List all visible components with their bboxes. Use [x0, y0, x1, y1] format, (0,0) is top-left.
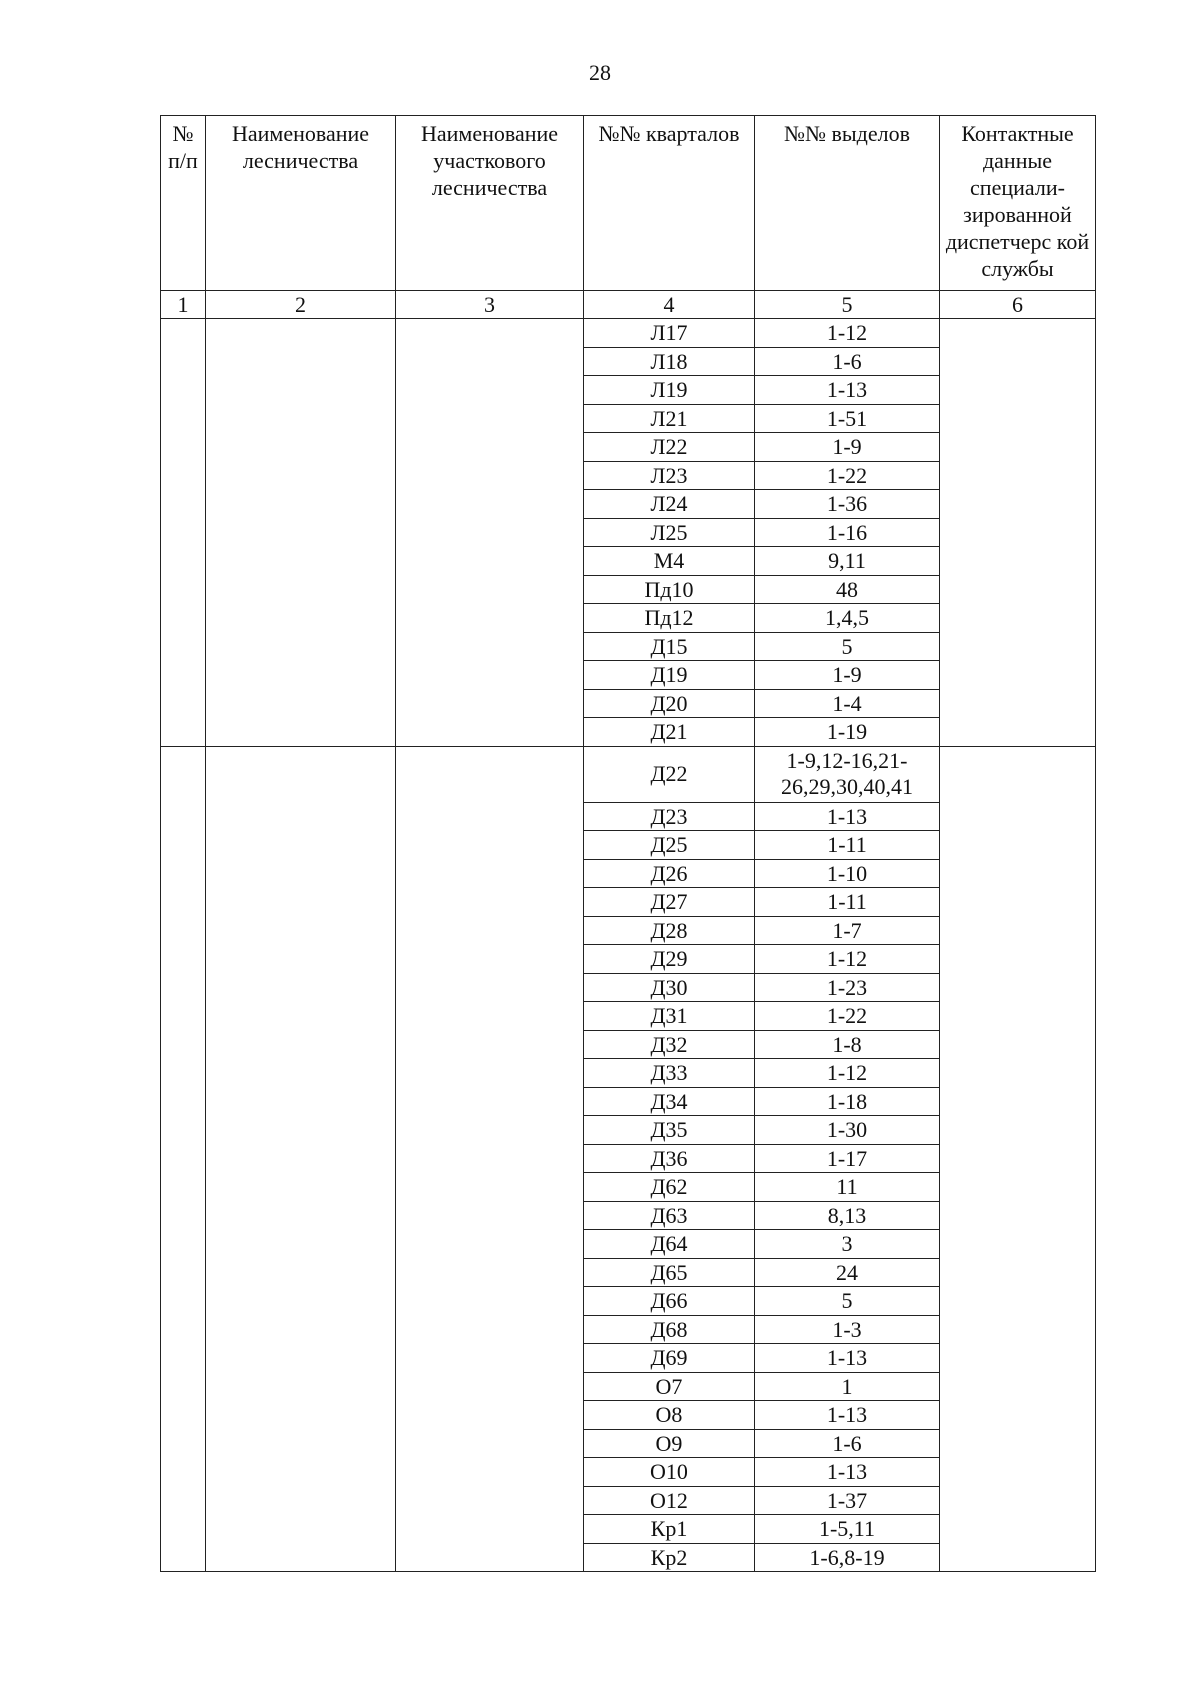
sections-cell: 1-16: [755, 518, 940, 547]
quarter-cell: Пд12: [584, 604, 755, 633]
quarter-cell: Л23: [584, 461, 755, 490]
header-row: [161, 116, 1096, 291]
sections-cell: 1-51: [755, 404, 940, 433]
quarter-cell: Д36: [584, 1144, 755, 1173]
quarter-cell: Д64: [584, 1230, 755, 1259]
contact-cell: [940, 746, 1096, 1572]
sections-cell: 1-9: [755, 433, 940, 462]
sections-cell: 1-36: [755, 490, 940, 519]
sections-cell: 1-6: [755, 347, 940, 376]
sections-cell: 11: [755, 1173, 940, 1202]
sections-cell: 1-11: [755, 831, 940, 860]
column-number: 6: [940, 291, 1096, 319]
sections-cell: 5: [755, 1287, 940, 1316]
sections-cell: 1-13: [755, 1401, 940, 1430]
sections-cell: 1-11: [755, 888, 940, 917]
quarter-cell: О9: [584, 1429, 755, 1458]
quarter-cell: Д15: [584, 632, 755, 661]
header-cell: №№ кварталов: [584, 116, 755, 291]
quarter-cell: Д65: [584, 1258, 755, 1287]
quarter-cell: Д22: [584, 746, 755, 802]
quarter-cell: Л22: [584, 433, 755, 462]
sections-cell: 1-7: [755, 916, 940, 945]
quarter-cell: Д29: [584, 945, 755, 974]
forest-quarters-table: [160, 115, 1096, 1572]
table-row: [161, 319, 1096, 348]
quarter-cell: Л17: [584, 319, 755, 348]
quarter-cell: Л25: [584, 518, 755, 547]
quarter-cell: Д26: [584, 859, 755, 888]
sections-cell: 1-22: [755, 461, 940, 490]
district-forestry-cell: [396, 319, 584, 747]
quarter-cell: Д20: [584, 689, 755, 718]
quarter-cell: Д25: [584, 831, 755, 860]
quarter-cell: Д33: [584, 1059, 755, 1088]
quarter-cell: Д30: [584, 973, 755, 1002]
quarter-cell: Кр2: [584, 1543, 755, 1572]
sections-cell: 1-13: [755, 1344, 940, 1373]
quarter-cell: М4: [584, 547, 755, 576]
quarter-cell: Л19: [584, 376, 755, 405]
column-number: 3: [396, 291, 584, 319]
quarter-cell: Л18: [584, 347, 755, 376]
quarter-cell: Д32: [584, 1030, 755, 1059]
number-cell: [161, 319, 206, 747]
number-cell: [161, 746, 206, 1572]
sections-cell: 1-12: [755, 945, 940, 974]
quarter-cell: Д68: [584, 1315, 755, 1344]
quarter-cell: Д28: [584, 916, 755, 945]
quarter-cell: Л21: [584, 404, 755, 433]
sections-cell: 1-6: [755, 1429, 940, 1458]
quarter-cell: Д27: [584, 888, 755, 917]
sections-cell: 1-9: [755, 661, 940, 690]
sections-cell: 1-3: [755, 1315, 940, 1344]
quarter-cell: Д23: [584, 802, 755, 831]
sections-cell: 1-5,11: [755, 1515, 940, 1544]
quarter-cell: Д63: [584, 1201, 755, 1230]
sections-cell: 9,11: [755, 547, 940, 576]
contact-cell: [940, 319, 1096, 747]
quarter-cell: Л24: [584, 490, 755, 519]
sections-cell: 8,13: [755, 1201, 940, 1230]
quarter-cell: Д31: [584, 1002, 755, 1031]
sections-cell: 1-12: [755, 319, 940, 348]
sections-cell: 1-19: [755, 718, 940, 747]
column-number: 1: [161, 291, 206, 319]
sections-cell: 1-18: [755, 1087, 940, 1116]
sections-cell: 1-9,12-16,21-26,29,30,40,41: [755, 746, 940, 802]
column-number: 5: [755, 291, 940, 319]
column-number: 2: [206, 291, 396, 319]
quarter-cell: О7: [584, 1372, 755, 1401]
sections-cell: 1-23: [755, 973, 940, 1002]
sections-cell: 3: [755, 1230, 940, 1259]
header-cell: Наименование лесничества: [206, 116, 396, 291]
column-number: 4: [584, 291, 755, 319]
sections-cell: 1,4,5: [755, 604, 940, 633]
sections-cell: 1-10: [755, 859, 940, 888]
sections-cell: 1-12: [755, 1059, 940, 1088]
column-number-row: [161, 291, 1096, 319]
quarter-cell: Д34: [584, 1087, 755, 1116]
quarter-cell: Д66: [584, 1287, 755, 1316]
district-forestry-cell: [396, 746, 584, 1572]
sections-cell: 1-4: [755, 689, 940, 718]
quarter-cell: Д62: [584, 1173, 755, 1202]
quarter-cell: О12: [584, 1486, 755, 1515]
quarter-cell: О10: [584, 1458, 755, 1487]
sections-cell: 1-37: [755, 1486, 940, 1515]
header-cell: Наименование участкового лесничества: [396, 116, 584, 291]
quarter-cell: Д35: [584, 1116, 755, 1145]
sections-cell: 5: [755, 632, 940, 661]
forestry-cell: [206, 746, 396, 1572]
sections-cell: 1-13: [755, 376, 940, 405]
sections-cell: 48: [755, 575, 940, 604]
sections-cell: 1-6,8-19: [755, 1543, 940, 1572]
quarter-cell: О8: [584, 1401, 755, 1430]
sections-cell: 1: [755, 1372, 940, 1401]
table-body: [161, 319, 1096, 1572]
forestry-cell: [206, 319, 396, 747]
sections-cell: 24: [755, 1258, 940, 1287]
header-cell: Контактные данные специали-зированной диспетчерс кой службы: [940, 116, 1096, 291]
sections-cell: 1-8: [755, 1030, 940, 1059]
sections-cell: 1-22: [755, 1002, 940, 1031]
page-number: 28: [589, 60, 611, 85]
quarter-cell: Д19: [584, 661, 755, 690]
sections-cell: 1-13: [755, 1458, 940, 1487]
quarter-cell: Кр1: [584, 1515, 755, 1544]
quarter-cell: Д21: [584, 718, 755, 747]
quarter-cell: Д69: [584, 1344, 755, 1373]
sections-cell: 1-13: [755, 802, 940, 831]
quarter-cell: Пд10: [584, 575, 755, 604]
table-row: [161, 746, 1096, 802]
sections-cell: 1-30: [755, 1116, 940, 1145]
header-cell: №№ выделов: [755, 116, 940, 291]
sections-cell: 1-17: [755, 1144, 940, 1173]
header-cell: № п/п: [161, 116, 206, 291]
